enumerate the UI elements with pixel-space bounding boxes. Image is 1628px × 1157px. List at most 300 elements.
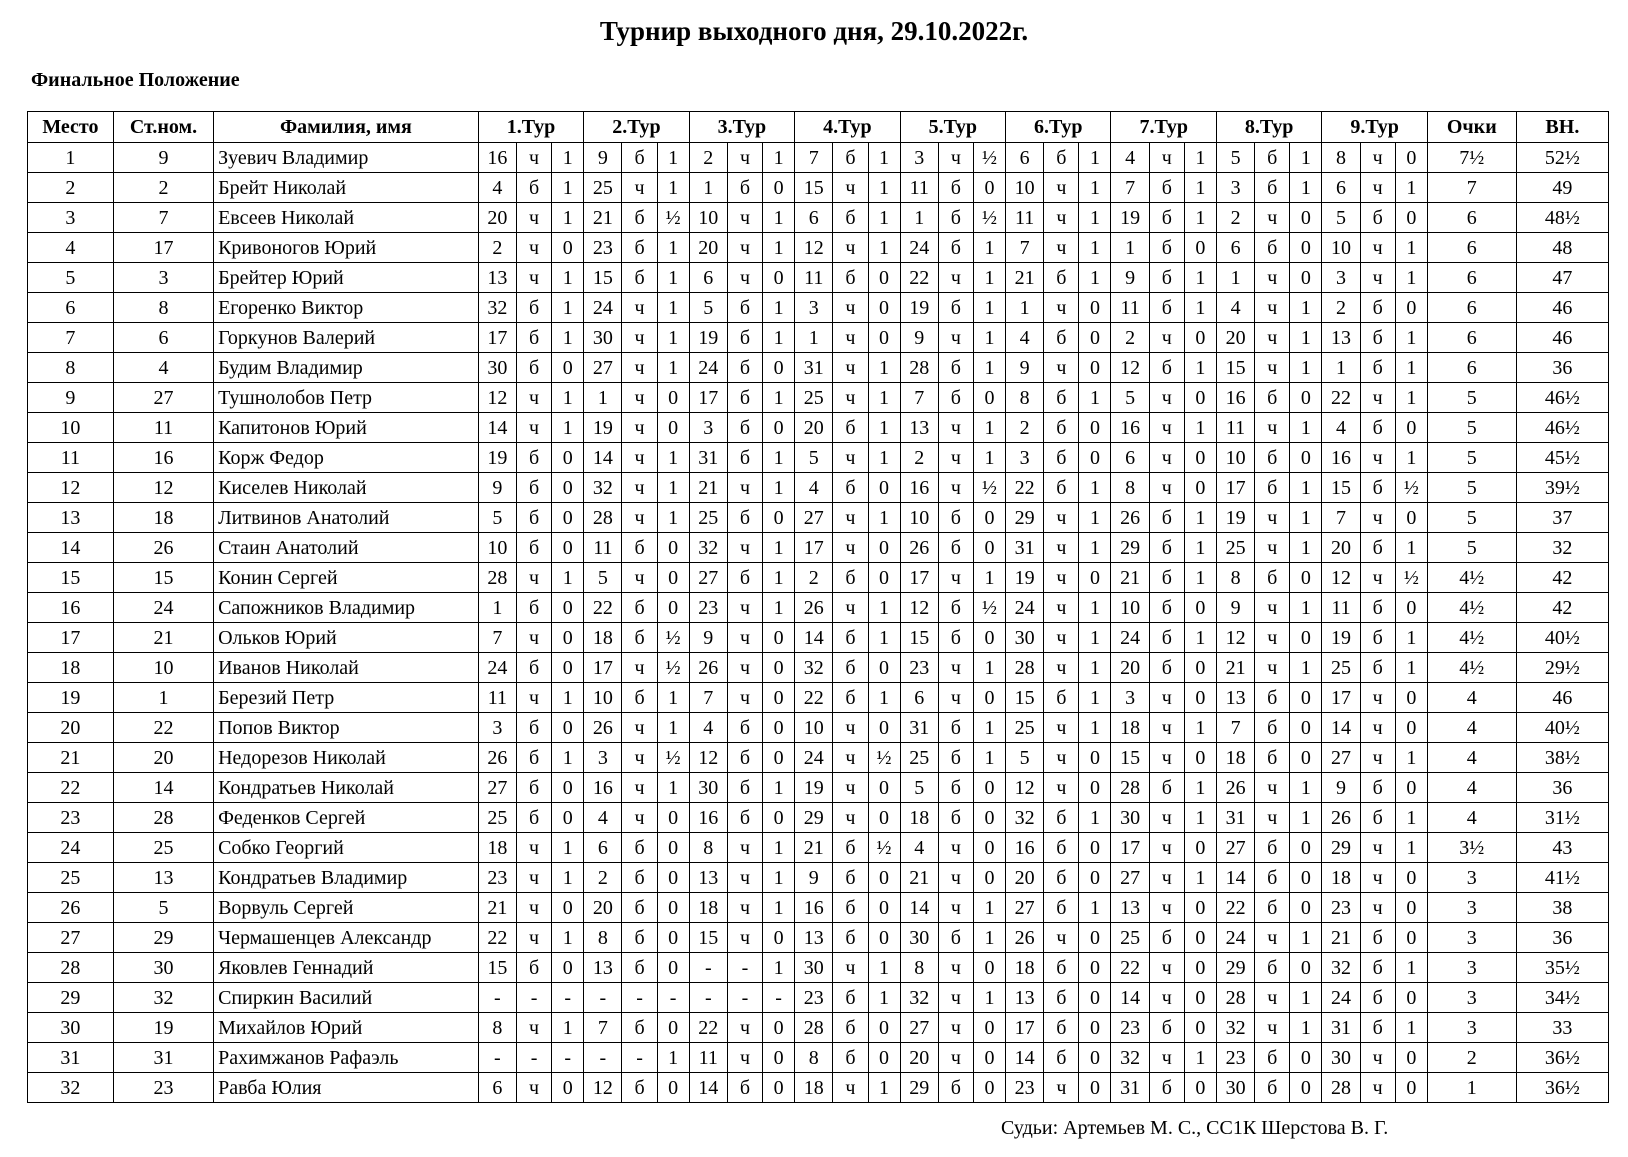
color-cell: б <box>938 233 973 263</box>
result-cell: 0 <box>1290 953 1322 983</box>
player-name-cell: Горкунов Валерий <box>214 323 479 353</box>
opponent-cell: 15 <box>584 263 622 293</box>
opponent-cell: 4 <box>795 473 833 503</box>
color-cell: ч <box>727 593 762 623</box>
color-cell: б <box>1255 383 1290 413</box>
result-cell: 1 <box>1290 293 1322 323</box>
result-cell: 1 <box>1079 653 1111 683</box>
result-cell: 1 <box>868 353 900 383</box>
color-cell: ч <box>727 653 762 683</box>
player-name-cell: Егоренко Виктор <box>214 293 479 323</box>
color-cell: ч <box>1149 383 1184 413</box>
result-cell: 0 <box>868 803 900 833</box>
opponent-cell: 15 <box>1322 473 1360 503</box>
color-cell: б <box>1255 563 1290 593</box>
color-cell: ч <box>727 203 762 233</box>
opponent-cell: 16 <box>1216 383 1254 413</box>
opponent-cell: 21 <box>1111 563 1149 593</box>
start-number-cell: 23 <box>113 1073 213 1103</box>
result-cell: 0 <box>657 953 689 983</box>
points-cell: 3 <box>1427 893 1516 923</box>
color-cell: ч <box>517 833 552 863</box>
result-cell: 1 <box>868 1073 900 1103</box>
result-cell: 0 <box>763 263 795 293</box>
color-cell: ч <box>1044 593 1079 623</box>
opponent-cell: 30 <box>689 773 727 803</box>
result-cell: 0 <box>657 893 689 923</box>
result-cell: 0 <box>552 893 584 923</box>
place-cell: 7 <box>28 323 114 353</box>
opponent-cell: 19 <box>900 293 938 323</box>
result-cell: 0 <box>1079 293 1111 323</box>
color-cell: ч <box>517 413 552 443</box>
color-cell: б <box>938 923 973 953</box>
result-cell: 0 <box>973 803 1005 833</box>
result-cell: 1 <box>1079 143 1111 173</box>
result-cell: 1 <box>1395 233 1427 263</box>
tiebreak-cell: 38½ <box>1516 743 1608 773</box>
opponent-cell: 30 <box>900 923 938 953</box>
color-cell: б <box>833 1043 868 1073</box>
opponent-cell: 18 <box>1216 743 1254 773</box>
result-cell: 0 <box>552 713 584 743</box>
result-cell: 1 <box>763 203 795 233</box>
color-cell: ч <box>1044 233 1079 263</box>
color-cell: б <box>833 1013 868 1043</box>
result-cell: ½ <box>973 473 1005 503</box>
result-cell: 1 <box>657 293 689 323</box>
opponent-cell: 10 <box>900 503 938 533</box>
result-cell: 0 <box>973 863 1005 893</box>
result-cell: 0 <box>1184 1013 1216 1043</box>
color-cell: ч <box>833 1073 868 1103</box>
player-name-cell: Сапожников Владимир <box>214 593 479 623</box>
result-cell: 1 <box>1079 383 1111 413</box>
opponent-cell: 21 <box>1006 263 1044 293</box>
color-cell: б <box>1360 623 1395 653</box>
color-cell: б <box>727 773 762 803</box>
color-cell: ч <box>833 803 868 833</box>
color-cell: ч <box>833 383 868 413</box>
opponent-cell: 32 <box>1006 803 1044 833</box>
color-cell: б <box>517 293 552 323</box>
opponent-cell: 9 <box>900 323 938 353</box>
color-cell: ч <box>622 323 657 353</box>
color-cell: б <box>1149 923 1184 953</box>
color-cell: б <box>727 383 762 413</box>
result-cell: 0 <box>763 653 795 683</box>
points-cell: 4 <box>1427 713 1516 743</box>
color-cell: б <box>1360 593 1395 623</box>
header-round-1: 1.Тур <box>478 112 583 143</box>
opponent-cell: 16 <box>584 773 622 803</box>
tiebreak-cell: 40½ <box>1516 713 1608 743</box>
result-cell: 1 <box>1079 473 1111 503</box>
color-cell: - <box>517 1043 552 1073</box>
start-number-cell: 16 <box>113 443 213 473</box>
result-cell: 0 <box>973 773 1005 803</box>
result-cell: 0 <box>973 533 1005 563</box>
points-cell: 4 <box>1427 803 1516 833</box>
result-cell: 0 <box>868 653 900 683</box>
opponent-cell: 7 <box>795 143 833 173</box>
opponent-cell: 20 <box>689 233 727 263</box>
color-cell: ч <box>622 353 657 383</box>
color-cell: б <box>1360 773 1395 803</box>
opponent-cell: 30 <box>584 323 622 353</box>
points-cell: 5 <box>1427 443 1516 473</box>
points-cell: 3 <box>1427 983 1516 1013</box>
opponent-cell: 14 <box>900 893 938 923</box>
result-cell: 1 <box>973 713 1005 743</box>
color-cell: б <box>1149 503 1184 533</box>
result-cell: 0 <box>973 173 1005 203</box>
opponent-cell: - <box>584 983 622 1013</box>
opponent-cell: 25 <box>584 173 622 203</box>
opponent-cell: 14 <box>1111 983 1149 1013</box>
color-cell: б <box>622 893 657 923</box>
color-cell: б <box>1255 833 1290 863</box>
points-cell: 4½ <box>1427 653 1516 683</box>
points-cell: 5 <box>1427 473 1516 503</box>
color-cell: б <box>938 713 973 743</box>
opponent-cell: 6 <box>900 683 938 713</box>
opponent-cell: 23 <box>1322 893 1360 923</box>
player-name-cell: Равба Юлия <box>214 1073 479 1103</box>
player-name-cell: Евсеев Николай <box>214 203 479 233</box>
opponent-cell: 5 <box>1322 203 1360 233</box>
color-cell: ч <box>938 953 973 983</box>
start-number-cell: 5 <box>113 893 213 923</box>
result-cell: 1 <box>1290 923 1322 953</box>
result-cell: 1 <box>973 413 1005 443</box>
color-cell: ч <box>1255 503 1290 533</box>
opponent-cell: 6 <box>689 263 727 293</box>
color-cell: ч <box>1149 1043 1184 1073</box>
opponent-cell: 16 <box>900 473 938 503</box>
result-cell: 1 <box>973 653 1005 683</box>
result-cell: 1 <box>552 863 584 893</box>
opponent-cell: 13 <box>1006 983 1044 1013</box>
result-cell: 1 <box>552 833 584 863</box>
result-cell: ½ <box>973 143 1005 173</box>
result-cell: 0 <box>552 443 584 473</box>
opponent-cell: 7 <box>478 623 516 653</box>
color-cell: ч <box>1255 803 1290 833</box>
opponent-cell: 21 <box>478 893 516 923</box>
result-cell: 1 <box>763 233 795 263</box>
color-cell: б <box>1149 203 1184 233</box>
color-cell: ч <box>517 863 552 893</box>
place-cell: 5 <box>28 263 114 293</box>
place-cell: 20 <box>28 713 114 743</box>
color-cell: ч <box>938 443 973 473</box>
start-number-cell: 7 <box>113 203 213 233</box>
result-cell: 1 <box>552 683 584 713</box>
color-cell: ч <box>517 143 552 173</box>
place-cell: 18 <box>28 653 114 683</box>
opponent-cell: 8 <box>1322 143 1360 173</box>
color-cell: б <box>622 233 657 263</box>
color-cell: б <box>833 263 868 293</box>
color-cell: б <box>833 473 868 503</box>
place-cell: 8 <box>28 353 114 383</box>
result-cell: 0 <box>1079 323 1111 353</box>
result-cell: 0 <box>1079 563 1111 593</box>
result-cell: 1 <box>1079 533 1111 563</box>
opponent-cell: 12 <box>1111 353 1149 383</box>
start-number-cell: 21 <box>113 623 213 653</box>
color-cell: б <box>1255 863 1290 893</box>
opponent-cell: 31 <box>1322 1013 1360 1043</box>
result-cell: 1 <box>552 173 584 203</box>
color-cell: ч <box>1149 953 1184 983</box>
points-cell: 4 <box>1427 773 1516 803</box>
opponent-cell: 2 <box>795 563 833 593</box>
color-cell: ч <box>727 863 762 893</box>
tiebreak-cell: 32 <box>1516 533 1608 563</box>
color-cell: б <box>1255 743 1290 773</box>
opponent-cell: 11 <box>1216 413 1254 443</box>
opponent-cell: 28 <box>1111 773 1149 803</box>
player-name-cell: Кондратьев Николай <box>214 773 479 803</box>
result-cell: 0 <box>1290 563 1322 593</box>
opponent-cell: 3 <box>1111 683 1149 713</box>
color-cell: ч <box>938 473 973 503</box>
color-cell: ч <box>1360 683 1395 713</box>
color-cell: б <box>833 923 868 953</box>
table-row <box>28 893 1609 923</box>
color-cell: б <box>1360 533 1395 563</box>
color-cell: - <box>517 983 552 1013</box>
player-name-cell: Ворвуль Сергей <box>214 893 479 923</box>
color-cell: ч <box>1255 1013 1290 1043</box>
result-cell: 1 <box>657 503 689 533</box>
color-cell: б <box>622 203 657 233</box>
opponent-cell: 9 <box>1322 773 1360 803</box>
table-row <box>28 263 1609 293</box>
opponent-cell: 6 <box>584 833 622 863</box>
color-cell: ч <box>1255 653 1290 683</box>
color-cell: б <box>517 653 552 683</box>
color-cell: ч <box>622 473 657 503</box>
opponent-cell: 31 <box>795 353 833 383</box>
result-cell: 0 <box>973 623 1005 653</box>
color-cell: ч <box>1360 233 1395 263</box>
opponent-cell: 5 <box>900 773 938 803</box>
points-cell: 4½ <box>1427 623 1516 653</box>
result-cell: 0 <box>1290 263 1322 293</box>
player-name-cell: Будим Владимир <box>214 353 479 383</box>
result-cell: 0 <box>1184 893 1216 923</box>
result-cell: 0 <box>973 833 1005 863</box>
table-row <box>28 983 1609 1013</box>
color-cell: б <box>727 503 762 533</box>
result-cell: 0 <box>552 623 584 653</box>
result-cell: 0 <box>1079 443 1111 473</box>
result-cell: 1 <box>1290 503 1322 533</box>
result-cell: 1 <box>763 293 795 323</box>
result-cell: 1 <box>763 533 795 563</box>
color-cell: ч <box>622 173 657 203</box>
result-cell: 1 <box>763 833 795 863</box>
color-cell: б <box>1149 593 1184 623</box>
result-cell: 1 <box>1079 233 1111 263</box>
color-cell: ч <box>517 893 552 923</box>
color-cell: б <box>727 1073 762 1103</box>
color-cell: б <box>1044 893 1079 923</box>
tiebreak-cell: 42 <box>1516 593 1608 623</box>
color-cell: ч <box>1360 713 1395 743</box>
player-name-cell: Тушнолобов Петр <box>214 383 479 413</box>
place-cell: 16 <box>28 593 114 623</box>
opponent-cell: 24 <box>584 293 622 323</box>
opponent-cell: 22 <box>900 263 938 293</box>
color-cell: б <box>727 413 762 443</box>
opponent-cell: 11 <box>795 263 833 293</box>
header-start-number: Ст.ном. <box>113 112 213 143</box>
opponent-cell: 28 <box>1006 653 1044 683</box>
place-cell: 6 <box>28 293 114 323</box>
color-cell: ч <box>622 653 657 683</box>
opponent-cell: 5 <box>1006 743 1044 773</box>
color-cell: ч <box>1044 653 1079 683</box>
result-cell: 1 <box>973 893 1005 923</box>
opponent-cell: 4 <box>584 803 622 833</box>
opponent-cell: 17 <box>1216 473 1254 503</box>
color-cell: ч <box>727 683 762 713</box>
result-cell: 1 <box>868 383 900 413</box>
opponent-cell: 2 <box>900 443 938 473</box>
table-row <box>28 713 1609 743</box>
place-cell: 11 <box>28 443 114 473</box>
judges-footer: Судьи: Артемьев М. С., СС1К Шерстова В. Г. <box>1001 1117 1389 1139</box>
color-cell: ч <box>517 923 552 953</box>
result-cell: 1 <box>552 923 584 953</box>
result-cell: 0 <box>973 503 1005 533</box>
result-cell: 1 <box>552 413 584 443</box>
color-cell: ч <box>833 293 868 323</box>
start-number-cell: 13 <box>113 863 213 893</box>
points-cell: 1 <box>1427 1073 1516 1103</box>
result-cell: 1 <box>1290 143 1322 173</box>
color-cell: б <box>938 773 973 803</box>
result-cell: 0 <box>1290 233 1322 263</box>
opponent-cell: 1 <box>584 383 622 413</box>
color-cell: ч <box>1255 593 1290 623</box>
color-cell: ч <box>833 173 868 203</box>
result-cell: 1 <box>657 1043 689 1073</box>
opponent-cell: 14 <box>795 623 833 653</box>
player-name-cell: Зуевич Владимир <box>214 143 479 173</box>
color-cell: б <box>938 383 973 413</box>
result-cell: 1 <box>1184 623 1216 653</box>
place-cell: 25 <box>28 863 114 893</box>
table-row <box>28 773 1609 803</box>
opponent-cell: 27 <box>1006 893 1044 923</box>
opponent-cell: 19 <box>584 413 622 443</box>
opponent-cell: 22 <box>1322 383 1360 413</box>
result-cell: ½ <box>657 743 689 773</box>
opponent-cell: 31 <box>1111 1073 1149 1103</box>
start-number-cell: 11 <box>113 413 213 443</box>
color-cell: ч <box>1149 323 1184 353</box>
place-cell: 1 <box>28 143 114 173</box>
result-cell: 0 <box>868 263 900 293</box>
color-cell: б <box>622 953 657 983</box>
color-cell: ч <box>1149 893 1184 923</box>
result-cell: 0 <box>763 1043 795 1073</box>
color-cell: б <box>938 293 973 323</box>
opponent-cell: 21 <box>795 833 833 863</box>
start-number-cell: 26 <box>113 533 213 563</box>
color-cell: ч <box>1149 143 1184 173</box>
opponent-cell: 17 <box>795 533 833 563</box>
color-cell: б <box>622 623 657 653</box>
result-cell: 0 <box>1184 923 1216 953</box>
color-cell: ч <box>1360 443 1395 473</box>
tiebreak-cell: 36 <box>1516 923 1608 953</box>
opponent-cell: 7 <box>1006 233 1044 263</box>
color-cell: б <box>938 743 973 773</box>
opponent-cell: 3 <box>1006 443 1044 473</box>
result-cell: 0 <box>1290 683 1322 713</box>
result-cell: 0 <box>1395 863 1427 893</box>
color-cell: ч <box>1149 473 1184 503</box>
points-cell: 5 <box>1427 533 1516 563</box>
result-cell: 0 <box>1290 863 1322 893</box>
opponent-cell: 29 <box>1216 953 1254 983</box>
points-cell: 5 <box>1427 413 1516 443</box>
opponent-cell: 5 <box>478 503 516 533</box>
color-cell: б <box>1255 143 1290 173</box>
color-cell: ч <box>1149 713 1184 743</box>
color-cell: б <box>1044 323 1079 353</box>
points-cell: 5 <box>1427 383 1516 413</box>
result-cell: 1 <box>1395 1013 1427 1043</box>
start-number-cell: 3 <box>113 263 213 293</box>
color-cell: ч <box>517 233 552 263</box>
opponent-cell: 1 <box>478 593 516 623</box>
opponent-cell: 28 <box>795 1013 833 1043</box>
color-cell: б <box>1149 293 1184 323</box>
result-cell: 0 <box>657 593 689 623</box>
header-place: Место <box>28 112 114 143</box>
color-cell: б <box>1044 383 1079 413</box>
opponent-cell: 19 <box>1111 203 1149 233</box>
opponent-cell: 19 <box>1216 503 1254 533</box>
result-cell: ½ <box>1395 473 1427 503</box>
opponent-cell: 29 <box>900 1073 938 1103</box>
opponent-cell: 14 <box>1216 863 1254 893</box>
opponent-cell: 30 <box>1006 623 1044 653</box>
color-cell: б <box>1149 1013 1184 1043</box>
place-cell: 15 <box>28 563 114 593</box>
result-cell: 1 <box>1079 713 1111 743</box>
color-cell: ч <box>727 143 762 173</box>
result-cell: 1 <box>1184 533 1216 563</box>
opponent-cell: 1 <box>1216 263 1254 293</box>
opponent-cell: 5 <box>795 443 833 473</box>
result-cell: 0 <box>1079 863 1111 893</box>
opponent-cell: 7 <box>1216 713 1254 743</box>
color-cell: б <box>517 743 552 773</box>
color-cell: б <box>938 503 973 533</box>
start-number-cell: 28 <box>113 803 213 833</box>
color-cell: б <box>1255 173 1290 203</box>
opponent-cell: 8 <box>1111 473 1149 503</box>
result-cell: 1 <box>763 893 795 923</box>
